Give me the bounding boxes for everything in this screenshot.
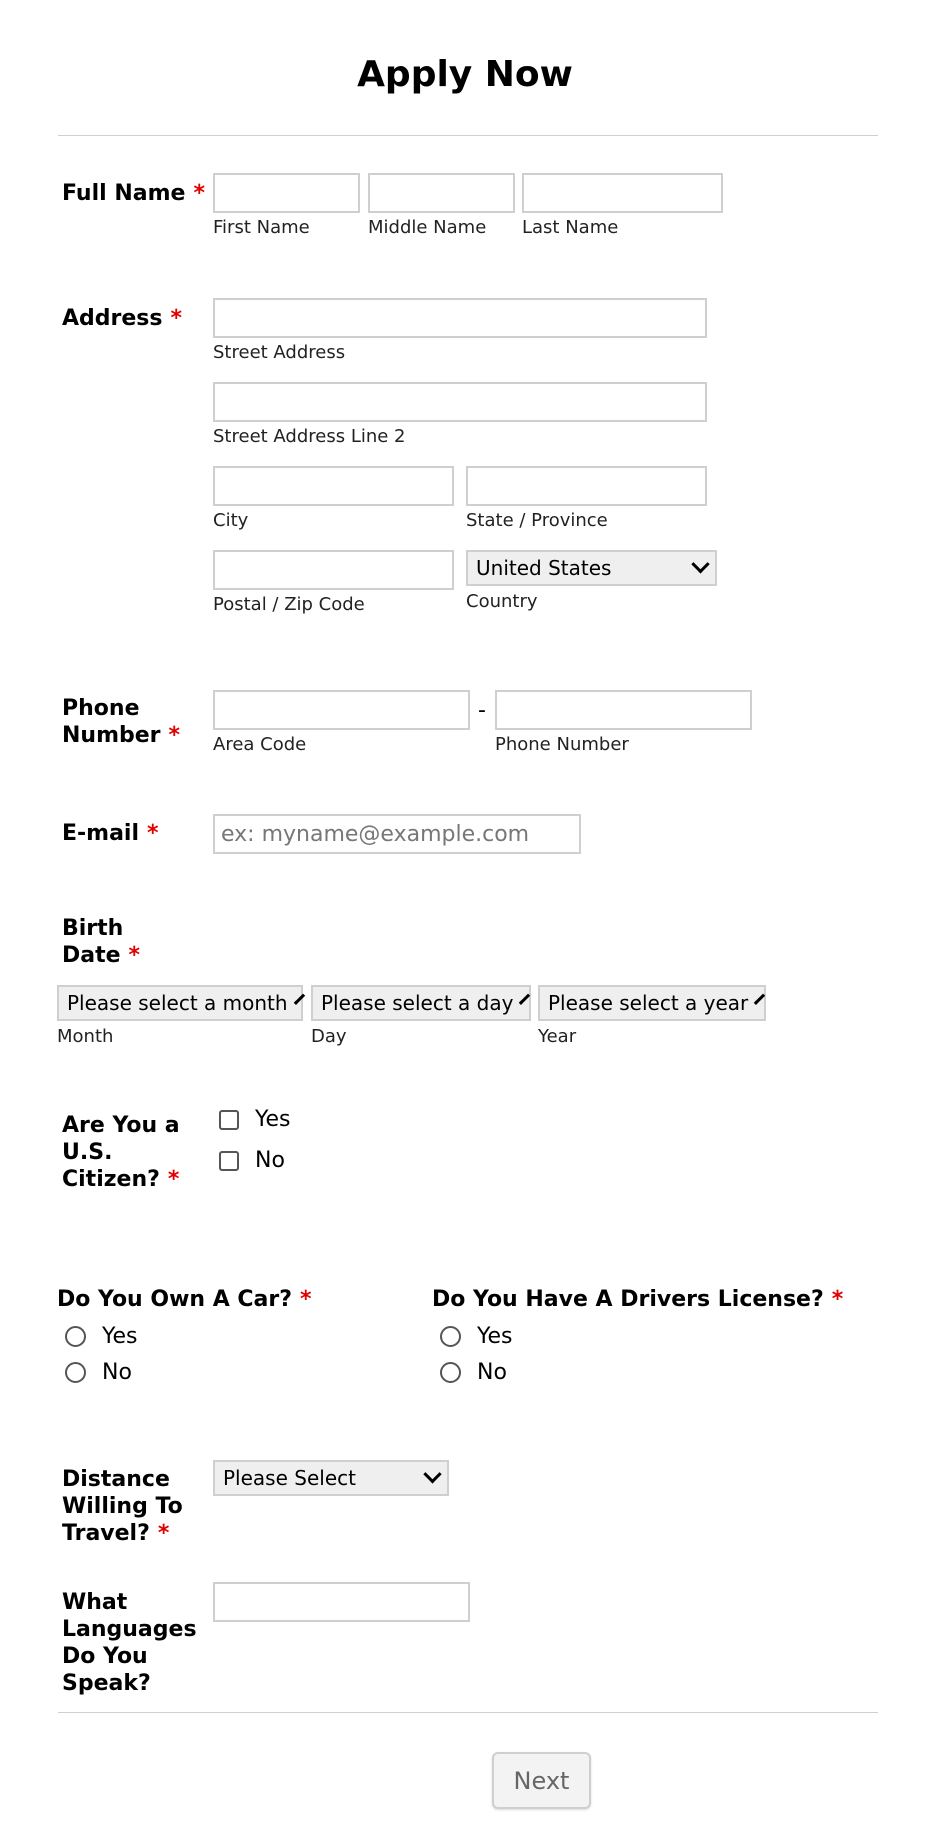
day-sublabel: Day: [311, 1026, 347, 1047]
own-car-option-yes[interactable]: [65, 1324, 138, 1349]
required-marker: *: [168, 723, 181, 748]
street-address-input[interactable]: [213, 298, 707, 338]
chevron-down-icon: [691, 555, 709, 573]
languages-label-line1: What: [62, 1590, 128, 1615]
languages-label-line3: Do You: [62, 1644, 148, 1669]
birth-day-select[interactable]: [311, 985, 531, 1021]
full-name-label-text: Full Name: [62, 181, 186, 206]
middle-name-input[interactable]: [368, 173, 515, 213]
birth-month-value: Please select a month: [67, 991, 288, 1015]
birth-year-select[interactable]: [538, 985, 766, 1021]
country-select-value: United States: [476, 556, 612, 580]
citizen-option-no-label: No: [255, 1148, 285, 1173]
distance-label-line1: Distance: [62, 1467, 170, 1492]
street-address-line2-input[interactable]: [213, 382, 707, 422]
own-car-option-yes-label: Yes: [102, 1324, 138, 1349]
radio-button[interactable]: [65, 1362, 86, 1383]
drivers-license-option-no-label: No: [477, 1360, 507, 1385]
country-sublabel: Country: [466, 591, 538, 612]
distance-select[interactable]: [213, 1460, 449, 1496]
middle-name-sublabel: Middle Name: [368, 217, 487, 238]
phone-separator: -: [478, 698, 486, 723]
drivers-license-option-no[interactable]: [440, 1360, 507, 1385]
required-marker: *: [128, 943, 141, 968]
footer-divider: [58, 1712, 878, 1713]
month-sublabel: Month: [57, 1026, 114, 1047]
address-label-text: Address: [62, 306, 163, 331]
phone-number-sublabel: Phone Number: [495, 734, 629, 755]
phone-number-input[interactable]: [495, 690, 752, 730]
birth-month-select[interactable]: [57, 985, 303, 1021]
state-province-input[interactable]: [466, 466, 707, 506]
city-sublabel: City: [213, 510, 249, 531]
area-code-input[interactable]: [213, 690, 470, 730]
phone-label-line2: Number: [62, 723, 161, 748]
distance-label: [62, 1466, 183, 1547]
own-car-label: [57, 1286, 312, 1313]
required-marker: *: [831, 1287, 844, 1312]
languages-input[interactable]: [213, 1582, 470, 1622]
citizen-label-line1: Are You a: [62, 1113, 180, 1138]
chevron-down-icon: [423, 1465, 441, 1483]
email-input[interactable]: [213, 814, 581, 854]
postal-code-input[interactable]: [213, 550, 454, 590]
required-marker: *: [193, 181, 205, 206]
phone-number-label: [62, 695, 180, 749]
chevron-down-icon: [754, 993, 765, 1004]
us-citizen-label: [62, 1112, 180, 1193]
checkbox[interactable]: [219, 1151, 239, 1171]
own-car-option-no-label: No: [102, 1360, 132, 1385]
full-name-label: [62, 180, 205, 207]
drivers-license-option-yes-label: Yes: [477, 1324, 513, 1349]
radio-button[interactable]: [65, 1326, 86, 1347]
required-marker: *: [147, 821, 159, 846]
last-name-input[interactable]: [522, 173, 723, 213]
header-divider: [58, 135, 878, 136]
phone-label-line1: Phone: [62, 696, 140, 721]
email-label-text: E-mail: [62, 821, 140, 846]
chevron-down-icon: [519, 993, 530, 1004]
street-address-sublabel: Street Address: [213, 342, 346, 363]
distance-select-value: Please Select: [223, 1466, 356, 1490]
area-code-sublabel: Area Code: [213, 734, 307, 755]
checkbox[interactable]: [219, 1110, 239, 1130]
address-label: [62, 305, 182, 332]
birth-date-label-line2: Date: [62, 943, 121, 968]
birth-day-value: Please select a day: [321, 991, 514, 1015]
citizen-option-no[interactable]: [219, 1148, 285, 1173]
first-name-input[interactable]: [213, 173, 360, 213]
citizen-label-line2: U.S.: [62, 1140, 113, 1165]
first-name-sublabel: First Name: [213, 217, 310, 238]
state-province-sublabel: State / Province: [466, 510, 608, 531]
form-title: Apply Now: [357, 54, 573, 95]
year-sublabel: Year: [538, 1026, 577, 1047]
email-label: [62, 820, 159, 847]
next-button[interactable]: Next: [492, 1752, 591, 1809]
birth-date-label: [62, 915, 140, 969]
required-marker: *: [300, 1287, 312, 1312]
chevron-down-icon: [293, 993, 304, 1004]
radio-button[interactable]: [440, 1362, 461, 1383]
required-marker: *: [170, 306, 182, 331]
required-marker: *: [167, 1167, 180, 1192]
city-input[interactable]: [213, 466, 454, 506]
radio-button[interactable]: [440, 1326, 461, 1347]
citizen-label-line3: Citizen?: [62, 1167, 160, 1192]
citizen-option-yes-label: Yes: [255, 1107, 291, 1132]
distance-label-line2: Willing To: [62, 1494, 183, 1519]
languages-label: [62, 1589, 197, 1697]
languages-label-line2: Languages: [62, 1617, 197, 1642]
own-car-label-text: Do You Own A Car?: [57, 1287, 293, 1312]
country-select[interactable]: [466, 550, 717, 586]
postal-code-sublabel: Postal / Zip Code: [213, 594, 365, 615]
birth-date-label-line1: Birth: [62, 916, 124, 941]
birth-year-value: Please select a year: [548, 991, 749, 1015]
drivers-license-label-text: Do You Have A Drivers License?: [432, 1287, 824, 1312]
street-address-line2-sublabel: Street Address Line 2: [213, 426, 406, 447]
languages-label-line4: Speak?: [62, 1671, 151, 1696]
drivers-license-label: [432, 1286, 843, 1313]
own-car-option-no[interactable]: [65, 1360, 132, 1385]
distance-label-line3: Travel?: [62, 1521, 150, 1546]
drivers-license-option-yes[interactable]: [440, 1324, 513, 1349]
required-marker: *: [157, 1521, 170, 1546]
last-name-sublabel: Last Name: [522, 217, 619, 238]
citizen-option-yes[interactable]: [219, 1107, 291, 1132]
